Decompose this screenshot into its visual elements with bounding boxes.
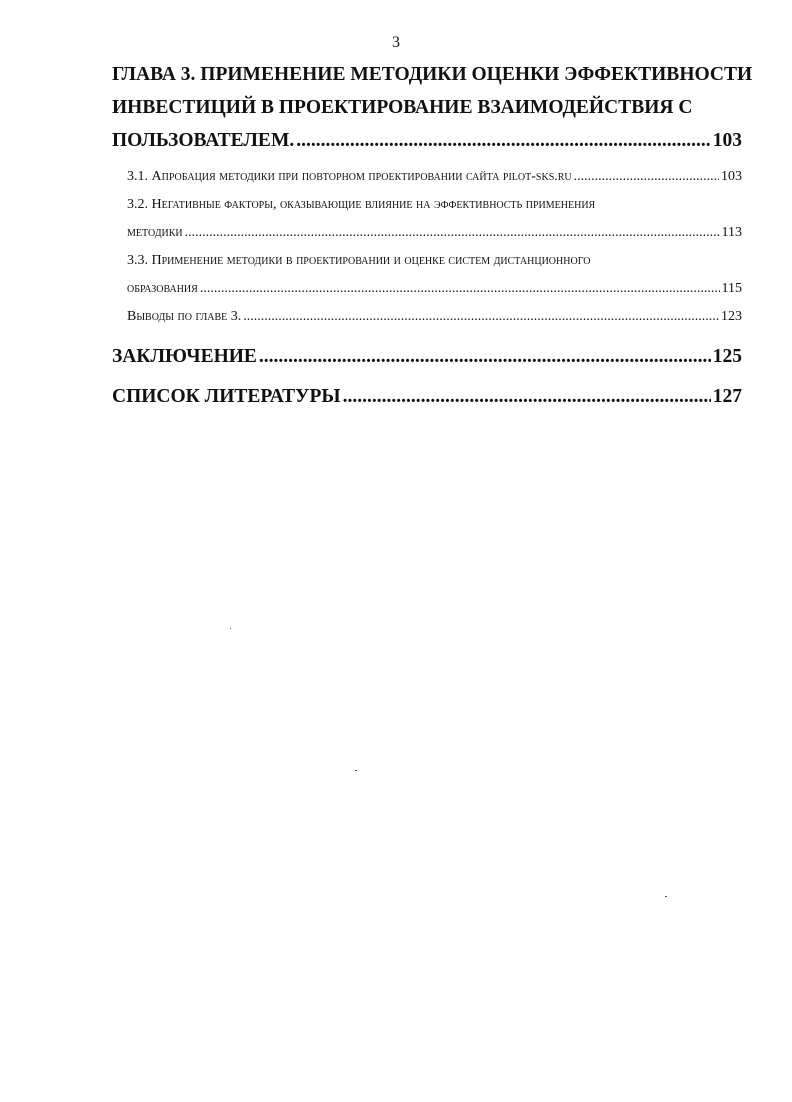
toc-entry-section-3-1[interactable]	[112, 163, 742, 191]
chapter3-title-line1: ГЛАВА 3. ПРИМЕНЕНИЕ МЕТОДИКИ ОЦЕНКИ ЭФФЕКТИВНОСТИ	[112, 64, 753, 85]
section-title: методики	[127, 225, 183, 240]
page-ref: 103	[721, 169, 742, 184]
page-ref: 127	[712, 386, 742, 407]
toc-entry-references[interactable]	[112, 377, 742, 417]
scan-speck	[665, 896, 667, 897]
toc-entry-section-3-2[interactable]	[112, 219, 742, 247]
section-title: образования	[127, 281, 198, 296]
section-3-3-title-line1: 3.3. Применение методики в проектировании и оценке систем дистанционного	[127, 253, 591, 268]
section-title: Выводы по главе 3.	[127, 309, 242, 324]
dot-leader	[185, 219, 720, 247]
dot-leader	[296, 124, 711, 157]
dot-leader	[243, 303, 719, 331]
section-3-2-title-line1: 3.2. Негативные факторы, оказывающие влияние на эффективность применения	[127, 197, 596, 212]
table-of-contents	[112, 58, 753, 417]
page-ref: 125	[712, 346, 742, 367]
dot-leader	[200, 275, 720, 303]
toc-entry-chapter3[interactable]	[112, 124, 742, 157]
toc-entry-conclusion[interactable]	[112, 337, 742, 377]
page-number: 3	[392, 34, 400, 51]
dot-leader	[574, 163, 719, 191]
dot-leader	[259, 337, 711, 377]
page-ref: 113	[721, 225, 742, 240]
section-title: 3.1. Апробация методики при повторном проектировании сайта pilot-sks.ru	[127, 169, 572, 184]
page-ref: 115	[721, 281, 742, 296]
references-title: СПИСОК ЛИТЕРАТУРЫ	[112, 386, 341, 407]
page-ref: 103	[712, 130, 742, 151]
scan-speck	[355, 770, 357, 771]
page-ref: 123	[721, 309, 742, 324]
chapter3-title-line3: ПОЛЬЗОВАТЕЛЕМ.	[112, 130, 295, 151]
chapter3-title-line2: ИНВЕСТИЦИЙ В ПРОЕКТИРОВАНИЕ ВЗАИМОДЕЙСТВИЯ С	[112, 97, 693, 118]
toc-entry-chapter3-conclusions[interactable]	[112, 303, 742, 331]
conclusion-title: ЗАКЛЮЧЕНИЕ	[112, 346, 257, 367]
toc-entry-section-3-3[interactable]	[112, 275, 742, 303]
dot-leader	[343, 377, 711, 417]
scan-speck	[230, 628, 231, 629]
